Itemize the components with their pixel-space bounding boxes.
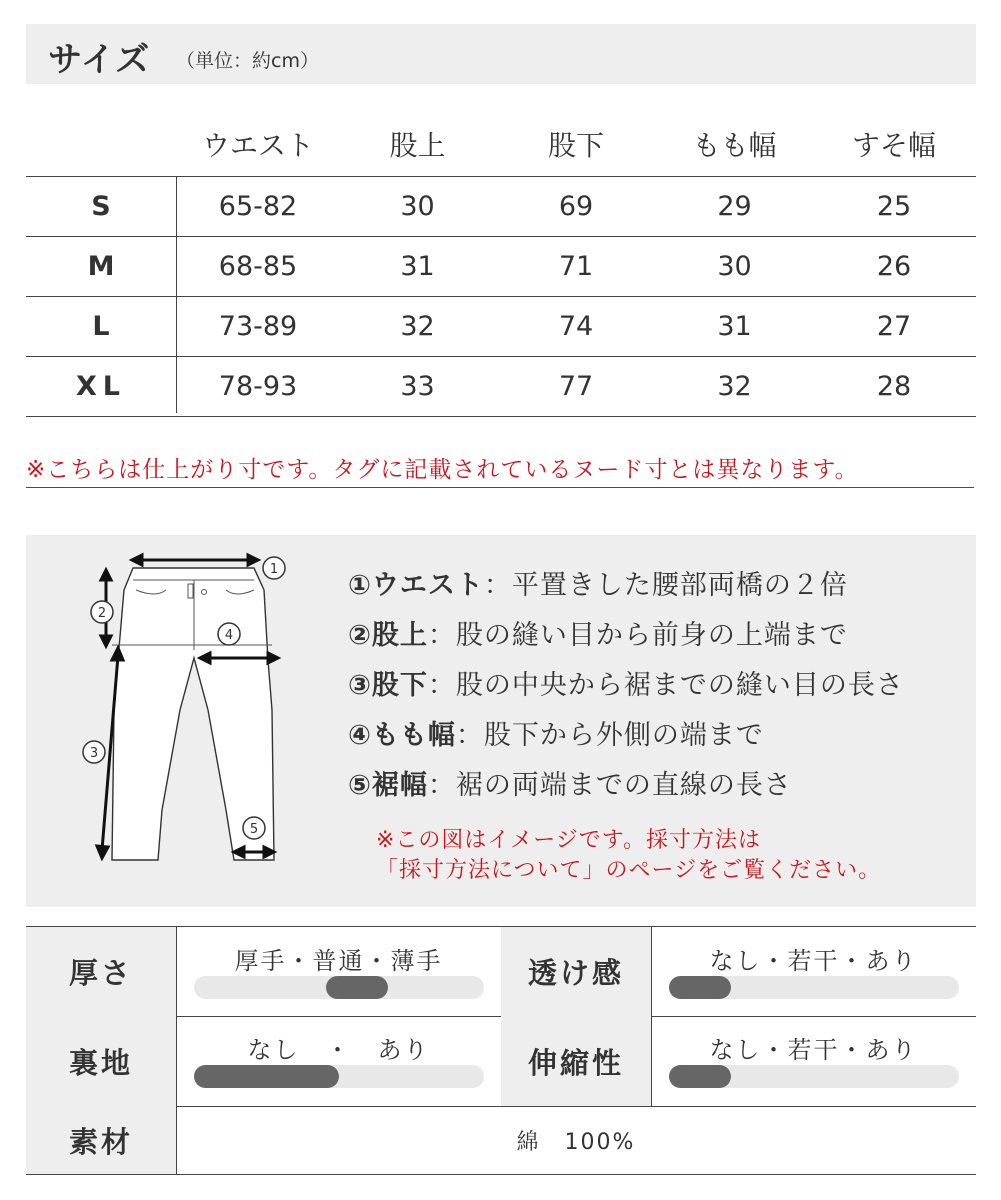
marker-1: 1 [269, 562, 279, 577]
marker-2: 2 [97, 606, 107, 621]
diagram-note-line2: 「採寸方法について」のページをご覧ください。 [376, 858, 882, 883]
table-row [26, 297, 976, 357]
table-cell: 78-93 [218, 371, 298, 402]
table-cell: 30 [717, 251, 752, 282]
lining-bar-fill [194, 1065, 339, 1088]
table-cell: 29 [717, 191, 752, 222]
stretch-value [651, 1016, 976, 1106]
sheer-scale: なし・若干・あり [709, 947, 918, 975]
desc-thigh [348, 713, 904, 763]
stretch-bar-fill [669, 1065, 731, 1088]
finished-size-note: ※こちらは仕上がり寸です。タグに記載されているヌード寸とは異なります。 [26, 451, 974, 488]
marker-5: 5 [249, 822, 259, 837]
table-cell: 65-82 [218, 191, 298, 222]
table-cell: 69 [558, 191, 594, 222]
thickness-bar-fill [326, 976, 388, 999]
table-cell: 77 [558, 371, 594, 402]
table-cell: 30 [400, 191, 435, 222]
thickness-label: 厚さ [26, 927, 176, 1016]
desc-hem [348, 763, 904, 813]
desc-text: ：股下から外側の端まで [455, 720, 764, 751]
property-row [26, 1106, 976, 1175]
lining-scale: なし ・ あり [247, 1036, 430, 1064]
table-row [26, 357, 976, 417]
size-table [26, 112, 976, 417]
table-cell: 26 [876, 251, 912, 282]
table-cell: 71 [558, 251, 594, 282]
thickness-scale: 厚手・普通・薄手 [234, 947, 443, 975]
lining-bar [194, 1065, 484, 1088]
material-label: 素材 [26, 1106, 176, 1174]
table-row [26, 177, 976, 237]
size-label: L [92, 311, 110, 342]
page-title: サイズ [48, 40, 151, 80]
stretch-scale: なし・若干・あり [709, 1036, 918, 1064]
table-cell: 33 [400, 371, 435, 402]
marker-4: 4 [224, 628, 234, 643]
table-cell: 25 [876, 191, 912, 222]
table-cell: 32 [400, 311, 435, 342]
sheer-bar [669, 976, 959, 999]
desc-term: もも幅 [371, 720, 456, 751]
sheer-value [651, 927, 976, 1016]
table-cell: 68-85 [218, 251, 298, 282]
col-header-waist: ウエスト [201, 129, 314, 162]
desc-term: 股下 [371, 670, 428, 701]
unit-label: （単位：約cm） [176, 50, 319, 72]
table-row [26, 237, 976, 297]
property-row [26, 927, 976, 1017]
desc-rise [348, 613, 904, 663]
measurement-guide [26, 535, 976, 907]
desc-waist [348, 563, 904, 613]
size-label: XL [75, 371, 127, 402]
table-cell: 74 [558, 311, 594, 342]
thickness-bar [194, 976, 484, 999]
col-header-inseam: 股下 [547, 129, 604, 162]
sheer-label: 透け感 [501, 927, 651, 1016]
col-header-rise: 股上 [389, 129, 446, 162]
table-cell: 31 [400, 251, 435, 282]
table-cell: 27 [876, 311, 912, 342]
table-cell: 73-89 [218, 311, 298, 342]
desc-num: ① [348, 570, 372, 601]
desc-term: 股上 [371, 620, 428, 651]
marker-3: 3 [89, 746, 99, 761]
table-divider [176, 176, 177, 413]
table-cell: 28 [876, 371, 912, 402]
desc-text: ：股の縫い目から前身の上端まで [427, 620, 848, 651]
desc-text: ：平置きした腰部両橋の２倍 [483, 570, 848, 601]
desc-num: ② [348, 620, 372, 651]
stretch-label: 伸縮性 [501, 1016, 651, 1106]
table-header-row [26, 112, 976, 177]
desc-inseam [348, 663, 904, 713]
pants-diagram-icon [76, 550, 316, 870]
material-value: 綿 100% [516, 1129, 636, 1155]
table-cell: 31 [717, 311, 752, 342]
thickness-value [176, 927, 501, 1016]
size-label: M [87, 251, 115, 282]
desc-num: ④ [348, 720, 372, 751]
sheer-bar-fill [669, 976, 731, 999]
col-header-thigh: もも幅 [692, 129, 777, 162]
diagram-note [376, 826, 881, 886]
desc-num: ⑤ [348, 770, 372, 801]
table-cell: 32 [717, 371, 752, 402]
property-row [26, 1016, 976, 1107]
desc-text: ：裾の両端までの直線の長さ [427, 770, 792, 801]
desc-term: ウエスト [371, 570, 484, 601]
col-header-hem: すそ幅 [851, 129, 936, 162]
size-label: S [91, 191, 111, 222]
desc-term: 裾幅 [371, 770, 428, 801]
measurement-descriptions [348, 563, 904, 813]
diagram-note-line1: ※この図はイメージです。採寸方法は [376, 828, 762, 853]
desc-num: ③ [348, 670, 372, 701]
properties-table [26, 926, 976, 1175]
lining-value [176, 1016, 501, 1106]
stretch-bar [669, 1065, 959, 1088]
desc-text: ：股の中央から裾までの縫い目の長さ [427, 670, 904, 701]
size-header [26, 24, 976, 84]
lining-label: 裏地 [26, 1016, 176, 1106]
